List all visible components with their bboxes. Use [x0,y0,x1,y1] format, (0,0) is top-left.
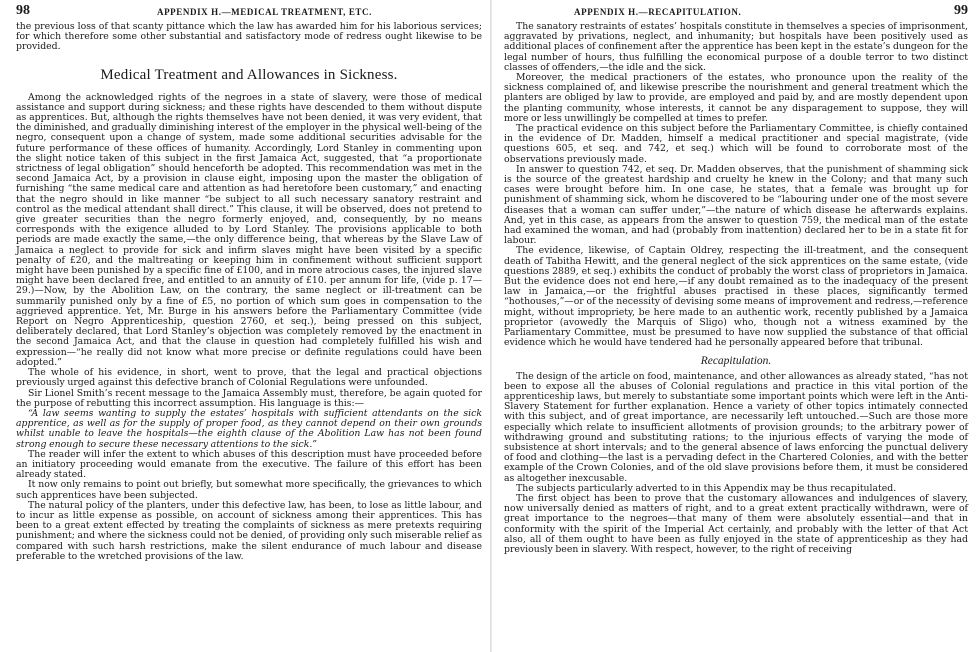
paragraph: The practical evidence on this subject before the Parliamentary Committee, is chiefly contained in the evidence of Dr. Madden, himself a medical practitioner and special magistrate, (vide questions 605, et seq. and 742, et seq.) which will be found to corroborate most of the observations previously made. [504,123,968,165]
section-title-medical: Medical Treatment and Allowances in Sickness. [100,66,398,83]
paragraph: The whole of his evidence, in short, went to prove, that the legal and practical objections previously urged against this defective branch of Colonial Regulations were unfounded. [16,367,482,389]
paragraph: The first object has been to prove that the customary allowances and indulgences of slavery, now universally denied as matters of right, and to a great extent practically withdrawn, were of great importance to the negroes—that many of them were absolutely essential—and that in conformity with the spirit of the Imperial Act certainly, and probably with the letter of that Act also, all of them ought to have been as fully enjoyed in the state of apprenticeship as they had previously been in slavery. With respect, however, to the right of receiving [504,492,968,555]
right-running-head: APPENDIX H.—RECAPITULATION. [574,7,742,17]
paragraph: The evidence, likewise, of Captain Oldrey, respecting the ill-treatment, and the consequent death of Tabitha Hewitt, and the general neglect of the sick apprentices on the same estate, (vide questions 2889, et seq.) exhibits the conduct of probably the worst class of proprietors in Jamaica. But the evidence does not end here,—if any doubt remained as to the inadequacy of the present law in Jamaica,—or the frightful abuses practised in these places, significantly termed “hothouses,”—or of the necessity of devising some means of improvement and redress,—reference might, without impropriety, be here made to an authentic work, recently published by a Jamaica proprietor (avowedly the Marquis of Sligo) who, though not a witness examined by the Parliamentary Committee, must be presumed to have now supplied the substance of that official evidence which he would have tendered had he personally appeared before that tribunal. [504,245,968,349]
paragraph: The reader will infer the extent to which abuses of this description must have proceeded before an initiatory proceeding would emanate from the executive. The failure of this effort has been already stated. [16,448,482,481]
paragraph: Among the acknowledged rights of the negroes in a state of slavery, were those of medical assistance and support during sickness; and these rights have descended to them without dispute as apprentices. But, although the rights themselves have not been denied, it was very evident, that the diminished, and gradually diminishing interest of the employer in the physical well-being of the negro, consequent upon a change of system, made some additional securities advisable for the future performance of these offices of humanity. Accordingly, Lord Stanley in commenting upon the slight notice taken of this subject in the first Jamaica Act, suggested, that “a proportionate strictness of legal obligation” should henceforth be adopted. This recommendation was met in the second Jamaica Act, by a provision in clause eight, imposing upon the master the obligation of furnishing “the same medical care and attention as had heretofore been customary,” and enacting that the negro should in like manner “be subject to all such necessary sanatory restraint and control as the medical attendant shall direct.” This clause, it will be observed, does not pretend to give greater securities than the negro formerly enjoyed, and, consequently, by no means corresponds with the exigence alluded to by Lord Stanley. The provisions applicable to both periods are made exactly the same,—the only difference being, that whereas by the Slave Law of Jamaica a neglect to provide for sick and infirm slaves might have been visited by a specific penalty of £20, and the maltreating or keeping him in confinement without sufficient support might have been punished by a specific fine of £100, and in more atrocious cases, the injured slave might have been declared free, and entitled to an annuity of £10. per annum for life, (vide p. 17—29.)—Now, by the Abolition Law, on the contrary, the same neglect or ill-treatment can be summarily punished only by a fine of £5, no portion of which sum goes in compensation to the aggrieved apprentice. Yet, Mr. Burge in his answers before the Parliamentary Committee (vide Report on Negro Apprenticeship, question 2760, et seq.), being pressed on this subject, deliberately declared, that Lord Stanley’s objection was completely removed by the enactment in the second Jamaica Act, and that the clause in question had completely fulfilled his wish and expression—“he really did not know what more precise or definite regulations could have been adopted.” [16,91,482,368]
left-page-header [16,4,482,22]
paragraph: Sir Lionel Smith’s recent message to the Jamaica Assembly must, therefore, be again quoted for the purpose of rebutting this incorrect assumption. His language is this:— [16,387,482,409]
continuation-text: the previous loss of that scanty pittance which the law has awarded him for his laborious services; for which therefore some other substantial and satisfactory mode of redress ought likewise to be provided. [16,21,482,53]
paragraph: In answer to question 742, et seq. Dr. Madden observes, that the punishment of shamming sick is the source of the greatest hardship and cruelty he knew in the Colony; and that many such cases were brought before him. In one case, he states, that a female was brought up for punishment of shamming sick, whom he discovered to be “labouring under one of the most severe diseases that a woman can suffer under,”—the nature of which disease he afterwards explains. And, yet in this case, as appears from the answer to question 759, the medical man of the estate had examined the woman, and had (probably from inattention) declared her to be in a state fit for labour. [504,163,968,247]
left-running-head: APPENDIX H.—MEDICAL TREATMENT, ETC. [156,7,372,17]
left-page-number: 98 [16,3,30,18]
paragraph: Moreover, the medical practioners of the estates, who pronounce upon the reality of the sickness complained of, and likewise prescribe the nourishment and general treatment which the planters are obliged by law to provide, are employed and paid by, and are mostly dependent upon the planting community, whose interests, it cannot be any disparagement to suppose, they will more or less unwillingly be compelled at times to prefer. [504,72,968,124]
paragraph: The natural policy of the planters, under this defective law, has been, to lose as little labour, and to incur as little expense as possible, on account of sickness among their apprentices. This has been to a great extent effected by treating the complaints of sickness as mere pretexts requiring punishment; and where the sickness could not be denied, of providing only such miserable relief as compared with such harsh restrictions, make the silent endurance of much labour and disease preferable to the wretched provisions of the law. [16,499,482,562]
paragraph: The design of the article on food, maintenance, and other allowances as already stated, “has not been to expose all the abuses of Colonial regulations and practice in this vital portion of the apprenticeship laws, but merely to substantiate some important points which were left in the Anti-Slavery Statement for further explanation. Hence a variety of other topics intimately connected with this subject, and of great importance, are necessarily left untouched.—Such are those more especially which relate to insufficient allotments of provision grounds; to the arbitrary power of withdrawing ground and substituting rations; to the injurious effects of varying the mode of subsistence at short intervals; and to the general absence of laws enforcing the punctual delivery of food and clothing—the last is a pervading defect in the Chartered Colonies, and with the better example of the Crown Colonies, and of the old slave provisions before them, it must be considered as altogether inexcusable. [504,370,968,484]
paragraph: The sanatory restraints of estates’ hospitals constitute in themselves a species of imprisonment, aggravated by privations, neglect, and inhumanity; but hospitals have been positively used as additional places of confinement after the apprentice has been kept in the estate’s dungeon for the legal number of hours, thus fulfilling the economical purpose of a double terror to two distinct classes of offenders,—the idle and the sick. [504,21,968,73]
right-page-header [504,4,968,22]
section-title-recapitulation: Recapitulation. [700,354,772,367]
paragraph: It now only remains to point out briefly, but somewhat more specifically, the grievances to which such apprentices have been subjected. [16,479,482,501]
right-page [492,0,980,652]
paragraph: The subjects particularly adverted to in this Appendix may be thus recapitulated. [516,482,897,494]
quoted-message: “A law seems wanting to supply the estates’ hospitals with sufficient attendants on the sick apprentice, as well as for the supply of proper food, as they cannot depend on their own grounds whilst unable to leave the hospitals—the eighth clause of the Abolition Law has not been found strong enough to secure these necessary attentions to the sick.” [16,407,482,450]
right-page-number: 99 [954,3,968,18]
